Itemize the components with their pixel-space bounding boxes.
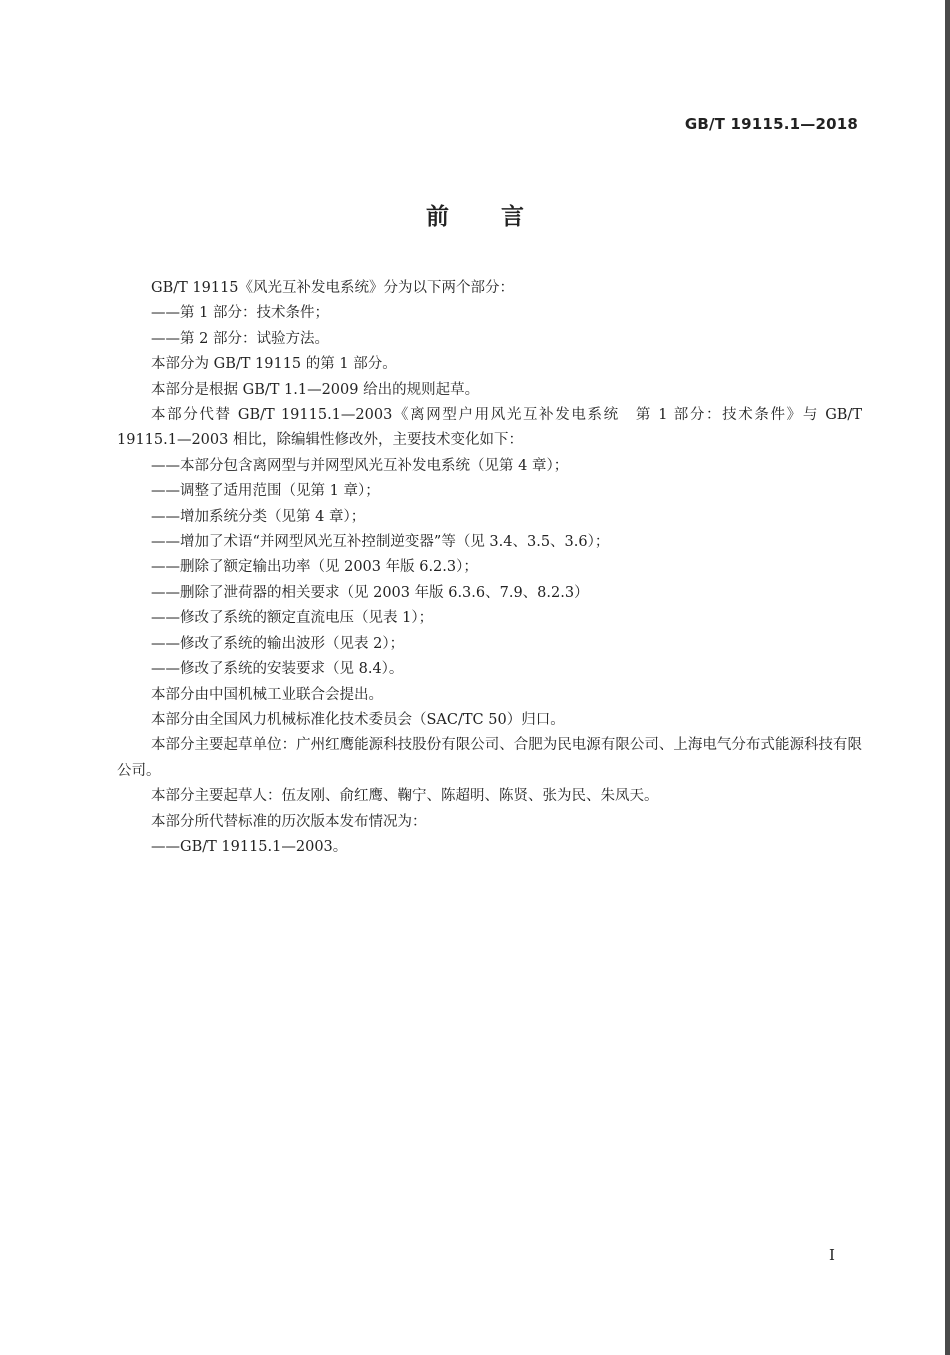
paragraph: 本部分代替 GB/T 19115.1—2003《离网型户用风光互补发电系统 第 1 部分：技术条件》与 GB/T 19115.1—2003 相比，除编辑性修改外，主要技术变化如下：	[117, 407, 862, 449]
list-item: ——第 2 部分：试验方法。	[151, 330, 329, 347]
list-item: ——修改了系统的额定直流电压（见表 1）；	[151, 610, 434, 627]
paragraph: 本部分主要起草人：伍友刚、俞红鹰、鞠宁、陈超明、陈贤、张为民、朱凤天。	[151, 788, 659, 805]
title-char: 言	[501, 204, 524, 230]
list-item: ——调整了适用范围（见第 1 章）；	[151, 483, 380, 500]
list-item: ——增加系统分类（见第 4 章）；	[151, 508, 366, 525]
foreword-body	[117, 276, 862, 860]
paragraph: 本部分主要起草单位：广州红鹰能源科技股份有限公司、合肥为民电源有限公司、上海电气分布式能源科技有限公司。	[117, 737, 862, 779]
title-char: 前	[426, 204, 449, 230]
list-item: ——删除了泄荷器的相关要求（见 2003 年版 6.3.6、7.9、8.2.3）	[151, 584, 589, 601]
paragraph: 本部分由中国机械工业联合会提出。	[151, 686, 383, 703]
paragraph: 本部分为 GB/T 19115 的第 1 部分。	[151, 356, 397, 373]
list-item: ——本部分包含离网型与并网型风光互补发电系统（见第 4 章）；	[151, 457, 569, 474]
list-item: ——第 1 部分：技术条件；	[151, 305, 329, 322]
paragraph: 本部分所代替标准的历次版本发布情况为：	[151, 813, 427, 830]
paragraph: GB/T 19115《风光互补发电系统》分为以下两个部分：	[151, 280, 515, 296]
page-number: I	[829, 1246, 835, 1264]
paragraph: 本部分是根据 GB/T 1.1—2009 给出的规则起草。	[151, 381, 480, 398]
list-item: ——删除了额定输出功率（见 2003 年版 6.2.3）；	[151, 559, 478, 576]
standard-number: GB/T 19115.1—2018	[684, 115, 858, 133]
list-item: ——增加了术语“并网型风光互补控制逆变器”等（见 3.4、3.5、3.6）；	[151, 534, 610, 551]
paragraph: 本部分由全国风力机械标准化技术委员会（SAC/TC 50）归口。	[151, 711, 565, 728]
list-item: ——修改了系统的安装要求（见 8.4）。	[151, 661, 404, 678]
list-item: ——GB/T 19115.1—2003。	[151, 838, 348, 855]
page-title	[0, 198, 950, 231]
list-item: ——修改了系统的输出波形（见表 2）；	[151, 635, 405, 652]
